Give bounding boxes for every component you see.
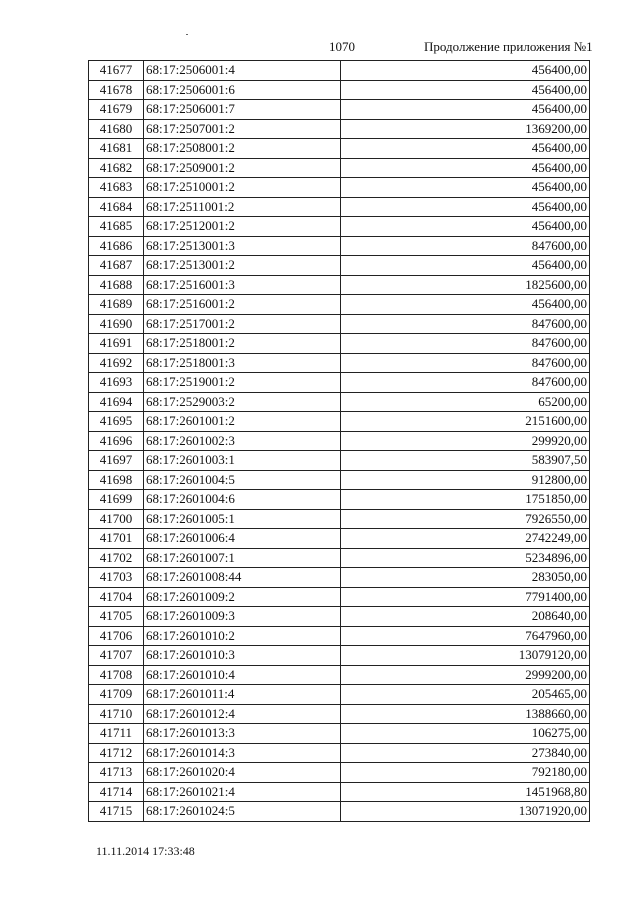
cadastral-number-cell: 68:17:2601003:1: [144, 451, 341, 471]
row-number-cell: 41709: [89, 685, 144, 705]
table-row: [89, 178, 590, 198]
registry-table-body: [89, 61, 590, 822]
scan-mark: [186, 34, 188, 35]
row-number-cell: 41690: [89, 314, 144, 334]
value-cell: 5234896,00: [341, 548, 590, 568]
cadastral-number-cell: 68:17:2601012:4: [144, 704, 341, 724]
row-number-cell: 41697: [89, 451, 144, 471]
cadastral-number-cell: 68:17:2601021:4: [144, 782, 341, 802]
row-number-cell: 41708: [89, 665, 144, 685]
table-row: [89, 568, 590, 588]
table-row: [89, 353, 590, 373]
table-row: [89, 236, 590, 256]
table-row: [89, 626, 590, 646]
table-row: [89, 646, 590, 666]
value-cell: 456400,00: [341, 295, 590, 315]
row-number-cell: 41677: [89, 61, 144, 81]
table-row: [89, 490, 590, 510]
cadastral-number-cell: 68:17:2518001:3: [144, 353, 341, 373]
cadastral-number-cell: 68:17:2601011:4: [144, 685, 341, 705]
table-row: [89, 119, 590, 139]
cadastral-number-cell: 68:17:2601009:3: [144, 607, 341, 627]
row-number-cell: 41699: [89, 490, 144, 510]
value-cell: 7926550,00: [341, 509, 590, 529]
row-number-cell: 41679: [89, 100, 144, 120]
table-row: [89, 139, 590, 159]
value-cell: 299920,00: [341, 431, 590, 451]
row-number-cell: 41698: [89, 470, 144, 490]
value-cell: 583907,50: [341, 451, 590, 471]
table-row: [89, 743, 590, 763]
value-cell: 2999200,00: [341, 665, 590, 685]
cadastral-number-cell: 68:17:2506001:6: [144, 80, 341, 100]
row-number-cell: 41685: [89, 217, 144, 237]
cadastral-number-cell: 68:17:2601004:5: [144, 470, 341, 490]
value-cell: 1751850,00: [341, 490, 590, 510]
cadastral-number-cell: 68:17:2601010:4: [144, 665, 341, 685]
value-cell: 847600,00: [341, 353, 590, 373]
table-row: [89, 256, 590, 276]
row-number-cell: 41681: [89, 139, 144, 159]
row-number-cell: 41686: [89, 236, 144, 256]
value-cell: 456400,00: [341, 158, 590, 178]
table-row: [89, 685, 590, 705]
row-number-cell: 41691: [89, 334, 144, 354]
value-cell: 1825600,00: [341, 275, 590, 295]
row-number-cell: 41715: [89, 802, 144, 822]
cadastral-number-cell: 68:17:2601006:4: [144, 529, 341, 549]
cadastral-number-cell: 68:17:2508001:2: [144, 139, 341, 159]
value-cell: 13079120,00: [341, 646, 590, 666]
value-cell: 2742249,00: [341, 529, 590, 549]
table-row: [89, 80, 590, 100]
value-cell: 912800,00: [341, 470, 590, 490]
table-row: [89, 373, 590, 393]
table-row: [89, 100, 590, 120]
row-number-cell: 41689: [89, 295, 144, 315]
value-cell: 1388660,00: [341, 704, 590, 724]
cadastral-number-cell: 68:17:2511001:2: [144, 197, 341, 217]
cadastral-number-cell: 68:17:2516001:3: [144, 275, 341, 295]
value-cell: 208640,00: [341, 607, 590, 627]
row-number-cell: 41711: [89, 724, 144, 744]
print-timestamp: 11.11.2014 17:33:48: [96, 844, 195, 858]
cadastral-number-cell: 68:17:2516001:2: [144, 295, 341, 315]
table-row: [89, 431, 590, 451]
table-row: [89, 392, 590, 412]
cadastral-number-cell: 68:17:2512001:2: [144, 217, 341, 237]
row-number-cell: 41704: [89, 587, 144, 607]
cadastral-number-cell: 68:17:2601020:4: [144, 763, 341, 783]
value-cell: 13071920,00: [341, 802, 590, 822]
value-cell: 792180,00: [341, 763, 590, 783]
row-number-cell: 41702: [89, 548, 144, 568]
row-number-cell: 41695: [89, 412, 144, 432]
value-cell: 847600,00: [341, 373, 590, 393]
row-number-cell: 41710: [89, 704, 144, 724]
cadastral-number-cell: 68:17:2529003:2: [144, 392, 341, 412]
row-number-cell: 41693: [89, 373, 144, 393]
cadastral-number-cell: 68:17:2601010:2: [144, 626, 341, 646]
table-row: [89, 607, 590, 627]
table-row: [89, 548, 590, 568]
table-row: [89, 470, 590, 490]
value-cell: 456400,00: [341, 139, 590, 159]
table-row: [89, 529, 590, 549]
table-row: [89, 197, 590, 217]
value-cell: 283050,00: [341, 568, 590, 588]
row-number-cell: 41692: [89, 353, 144, 373]
value-cell: 456400,00: [341, 197, 590, 217]
value-cell: 456400,00: [341, 256, 590, 276]
row-number-cell: 41682: [89, 158, 144, 178]
table-row: [89, 275, 590, 295]
table-row: [89, 802, 590, 822]
cadastral-number-cell: 68:17:2601024:5: [144, 802, 341, 822]
value-cell: 456400,00: [341, 61, 590, 81]
value-cell: 1369200,00: [341, 119, 590, 139]
cadastral-number-cell: 68:17:2601001:2: [144, 412, 341, 432]
value-cell: 847600,00: [341, 314, 590, 334]
value-cell: 2151600,00: [341, 412, 590, 432]
table-row: [89, 509, 590, 529]
table-row: [89, 61, 590, 81]
row-number-cell: 41680: [89, 119, 144, 139]
row-number-cell: 41706: [89, 626, 144, 646]
row-number-cell: 41707: [89, 646, 144, 666]
cadastral-number-cell: 68:17:2601013:3: [144, 724, 341, 744]
value-cell: 65200,00: [341, 392, 590, 412]
value-cell: 7647960,00: [341, 626, 590, 646]
value-cell: 205465,00: [341, 685, 590, 705]
cadastral-number-cell: 68:17:2601007:1: [144, 548, 341, 568]
continuation-note: Продолжение приложения №1: [424, 39, 593, 54]
value-cell: 456400,00: [341, 217, 590, 237]
row-number-cell: 41712: [89, 743, 144, 763]
value-cell: 456400,00: [341, 178, 590, 198]
table-row: [89, 704, 590, 724]
row-number-cell: 41696: [89, 431, 144, 451]
value-cell: 1451968,80: [341, 782, 590, 802]
table-row: [89, 314, 590, 334]
cadastral-number-cell: 68:17:2509001:2: [144, 158, 341, 178]
row-number-cell: 41678: [89, 80, 144, 100]
value-cell: 456400,00: [341, 80, 590, 100]
cadastral-number-cell: 68:17:2601010:3: [144, 646, 341, 666]
row-number-cell: 41700: [89, 509, 144, 529]
value-cell: 456400,00: [341, 100, 590, 120]
row-number-cell: 41701: [89, 529, 144, 549]
cadastral-number-cell: 68:17:2601005:1: [144, 509, 341, 529]
page-number: 1070: [329, 39, 355, 54]
table-row: [89, 295, 590, 315]
table-row: [89, 763, 590, 783]
table-row: [89, 412, 590, 432]
cadastral-number-cell: 68:17:2513001:2: [144, 256, 341, 276]
cadastral-number-cell: 68:17:2601009:2: [144, 587, 341, 607]
cadastral-number-cell: 68:17:2506001:4: [144, 61, 341, 81]
cadastral-number-cell: 68:17:2507001:2: [144, 119, 341, 139]
row-number-cell: 41683: [89, 178, 144, 198]
value-cell: 847600,00: [341, 334, 590, 354]
cadastral-number-cell: 68:17:2519001:2: [144, 373, 341, 393]
cadastral-number-cell: 68:17:2601002:3: [144, 431, 341, 451]
cadastral-number-cell: 68:17:2518001:2: [144, 334, 341, 354]
row-number-cell: 41687: [89, 256, 144, 276]
value-cell: 7791400,00: [341, 587, 590, 607]
cadastral-number-cell: 68:17:2510001:2: [144, 178, 341, 198]
table-row: [89, 782, 590, 802]
cadastral-number-cell: 68:17:2517001:2: [144, 314, 341, 334]
cadastral-number-cell: 68:17:2601004:6: [144, 490, 341, 510]
cadastral-number-cell: 68:17:2601008:44: [144, 568, 341, 588]
value-cell: 273840,00: [341, 743, 590, 763]
table-row: [89, 217, 590, 237]
value-cell: 847600,00: [341, 236, 590, 256]
row-number-cell: 41684: [89, 197, 144, 217]
row-number-cell: 41714: [89, 782, 144, 802]
table-row: [89, 158, 590, 178]
table-row: [89, 724, 590, 744]
row-number-cell: 41688: [89, 275, 144, 295]
table-row: [89, 587, 590, 607]
registry-table: [88, 60, 590, 822]
value-cell: 106275,00: [341, 724, 590, 744]
cadastral-number-cell: 68:17:2506001:7: [144, 100, 341, 120]
cadastral-number-cell: 68:17:2513001:3: [144, 236, 341, 256]
row-number-cell: 41713: [89, 763, 144, 783]
row-number-cell: 41703: [89, 568, 144, 588]
table-row: [89, 334, 590, 354]
row-number-cell: 41705: [89, 607, 144, 627]
cadastral-number-cell: 68:17:2601014:3: [144, 743, 341, 763]
table-row: [89, 451, 590, 471]
row-number-cell: 41694: [89, 392, 144, 412]
table-row: [89, 665, 590, 685]
